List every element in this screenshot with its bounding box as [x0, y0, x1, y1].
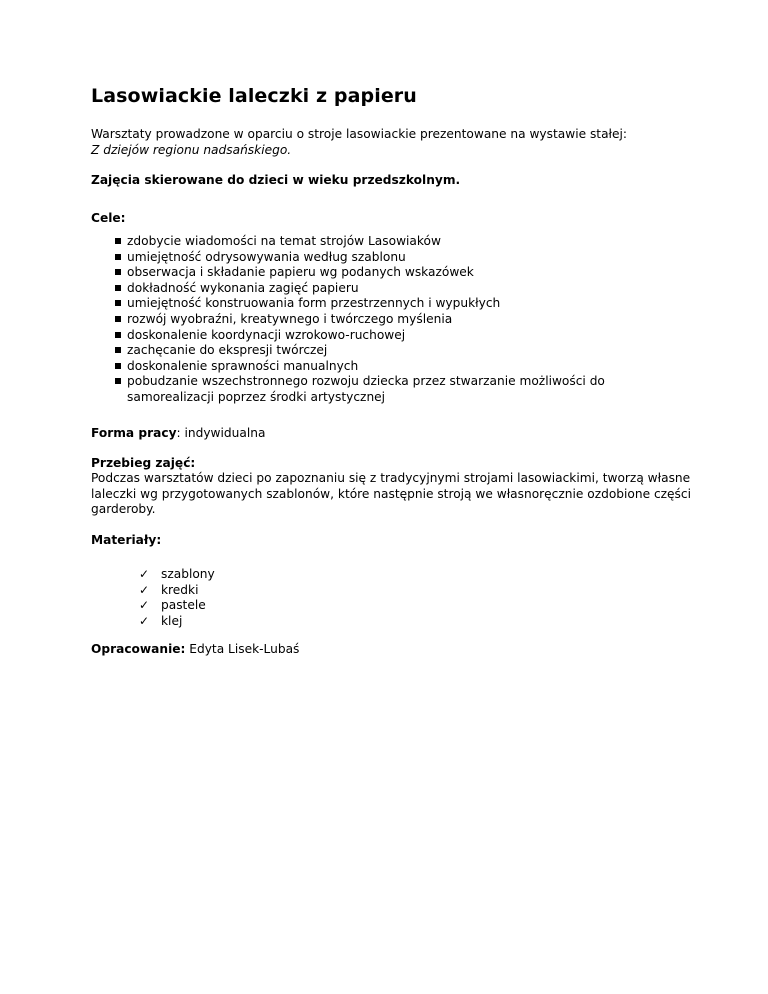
intro-paragraph — [91, 127, 711, 158]
goal-item: obserwacja i składanie papieru wg podanych wskazówek — [115, 265, 675, 281]
intro-text: Warsztaty prowadzone w oparciu o stroje lasowiackie prezentowane na wystawie stałej: — [91, 127, 627, 141]
materials-list — [139, 567, 215, 629]
goals-heading: Cele: — [91, 211, 126, 225]
checkmark-icon: ✓ — [139, 567, 150, 581]
goal-item: dokładność wykonania zagięć papieru — [115, 281, 675, 297]
goal-item: zdobycie wiadomości na temat strojów Lasowiaków — [115, 234, 675, 250]
material-label: szablony — [161, 567, 215, 581]
work-form-label: Forma pracy — [91, 426, 177, 440]
goal-item: pobudzanie wszechstronnego rozwoju dziecka przez stwarzanie możliwości do samorealizacji poprzez środki artystycznej — [115, 374, 675, 405]
goal-item: rozwój wyobraźni, kreatywnego i twórczego myślenia — [115, 312, 675, 328]
material-label: klej — [161, 613, 183, 628]
goal-item: zachęcanie do ekspresji twórczej — [115, 343, 675, 359]
checkmark-icon: ✓ — [139, 582, 150, 597]
author-label: Opracowanie: — [91, 642, 186, 656]
material-item — [139, 567, 215, 583]
author-line — [91, 642, 299, 658]
course-description: Podczas warsztatów dzieci po zapoznaniu się z tradycyjnymi strojami lasowiackimi, tworzą własne laleczki wg przygotowanych szablonów, które następnie stroją we własnoręcznie ozdobione części garderoby. — [91, 471, 691, 517]
goal-item: umiejętność konstruowania form przestrzennych i wypukłych — [115, 296, 675, 312]
goal-item: doskonalenie koordynacji wzrokowo-ruchowej — [115, 328, 675, 344]
material-item — [139, 614, 215, 630]
checkmark-icon: ✓ — [139, 613, 150, 628]
material-label: kredki — [161, 582, 199, 597]
document-title: Lasowiackie laleczki z papieru — [91, 85, 417, 107]
materials-heading: Materiały: — [91, 533, 162, 547]
course-heading: Przebieg zajęć: — [91, 456, 196, 470]
material-item — [139, 598, 215, 614]
material-label: pastele — [161, 598, 206, 613]
checkmark-icon: ✓ — [139, 598, 150, 613]
work-form-value: : indywidualna — [176, 426, 266, 440]
exhibition-name: Z dziejów regionu nadsańskiego. — [91, 142, 292, 157]
goal-item: doskonalenie sprawności manualnych — [115, 359, 675, 375]
goals-list — [115, 234, 675, 406]
target-group: Zajęcia skierowane do dzieci w wieku przedszkolnym. — [91, 173, 461, 187]
work-form — [91, 426, 265, 442]
author-name: Edyta Lisek-Lubaś — [185, 642, 300, 656]
goal-item: umiejętność odrysowywania według szablonu — [115, 250, 675, 266]
material-item — [139, 583, 215, 599]
